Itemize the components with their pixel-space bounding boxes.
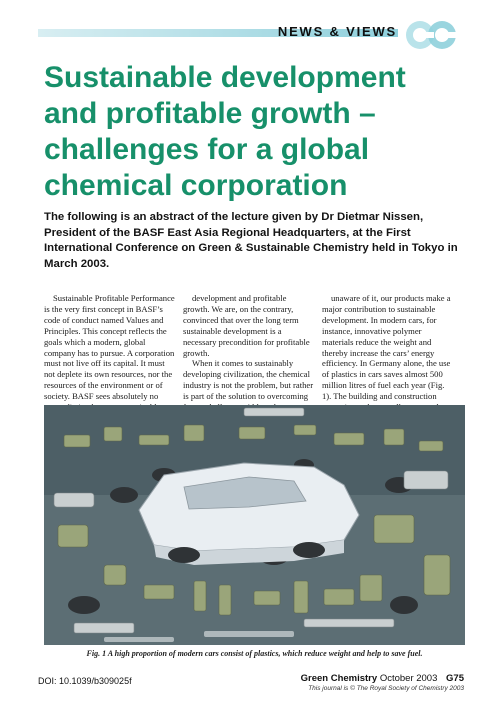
figure-car-parts-photo [44, 405, 465, 645]
green-chemistry-logo-icon [405, 18, 461, 52]
article-title: Sustainable development and profitable growth – challenges for a global chemical corporation [44, 61, 406, 202]
figure-caption: Fig. 1 A high proportion of modern cars consist of plastics, which reduce weight and help to save fuel. [86, 649, 423, 658]
body-paragraph: development and profitable growth. We are, on the contrary, convinced that over the long term sustainable development is a necessary precondition for profitable growth. [183, 293, 310, 358]
doi-label: DOI: 10.1039/b309025f [38, 676, 132, 686]
journal-footer [301, 673, 464, 692]
body-paragraph: Sustainable Profitable Performance is the very first concept in BASF’s code of conduct named Values and Principles. This concept reflects the goals which a modern, global company has to pursue. A corporation must not live off its capital. It must not deplete its own resources, nor the resources of the environment or of society. BASF sees absolutely no [44, 293, 175, 402]
section-label: NEWS & VIEWS [277, 24, 397, 39]
body-paragraph: When it comes to sustainably developing civilization, the chemical industry is not the problem, but rather is part of the solution to overcoming [183, 358, 314, 402]
copyright-notice: This journal is © The Royal Society of Chemistry 2003 [308, 685, 464, 692]
car-parts-illustration [44, 405, 465, 645]
body-paragraph: unaware of it, our products make a major contribution to sustainable development. In modern cars, for instance, innovative polymer materials reduce the weight and thereby increase the cars’ energy efficiency. In Germany alone, the use of plastics in cars saves almost 500 million litres of fuel each year (Fig. 1). The building and construction [322, 293, 451, 402]
article-abstract: The following is an abstract of the lecture given by Dr Dietmar Nissen, President of the BASF East Asia Regional Headquarters, at the First International Conference on Green & Sustainable Chemistry held in Tokyo in March 2003. [44, 211, 458, 270]
issue-date: October 2003 [379, 673, 438, 684]
journal-name: Green Chemistry [300, 673, 378, 684]
page-number: G75 [446, 673, 464, 684]
